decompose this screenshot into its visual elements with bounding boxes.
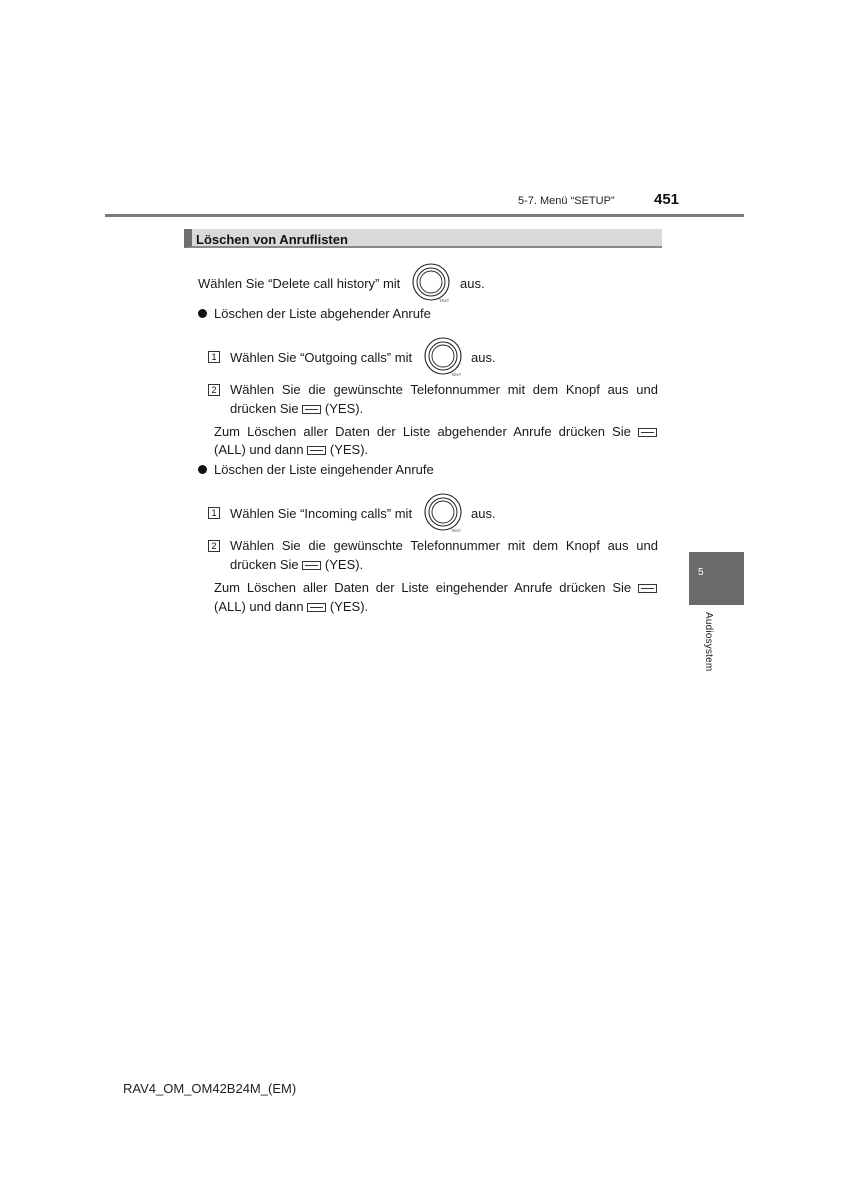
- page-title: Löschen von Anruflisten: [196, 232, 348, 247]
- svg-text:TEXT: TEXT: [451, 372, 462, 377]
- bullet-incoming: Löschen der Liste eingehender Anrufe: [214, 462, 434, 477]
- button-icon: [302, 561, 321, 570]
- chapter-label: Audiosystem: [703, 612, 714, 672]
- bullet-outgoing: Löschen der Liste abgehender Anrufe: [214, 306, 431, 321]
- step-number-box: 2: [208, 540, 220, 552]
- step-text-before: Wählen Sie “Incoming calls” mit: [230, 506, 413, 521]
- knob-icon: [423, 493, 463, 538]
- knob-icon: [411, 263, 451, 308]
- step-number-box: 1: [208, 351, 220, 363]
- step-text-after: aus.: [471, 506, 496, 521]
- button-icon: [638, 428, 657, 437]
- header-section-title: 5-7. Menü “SETUP”: [518, 195, 615, 207]
- knob-icon: [423, 337, 463, 382]
- step-text-after: aus.: [471, 350, 496, 365]
- step-number-box: 2: [208, 384, 220, 396]
- footer-code: RAV4_OM_OM42B24M_(EM): [123, 1081, 297, 1096]
- chapter-tab: [689, 552, 744, 605]
- note-line: (ALL) und dann (YES).: [214, 599, 369, 614]
- header-rule: [105, 214, 744, 217]
- button-icon: [638, 584, 657, 593]
- note-text: Zum Löschen aller Daten der Liste abgehender Anrufe drücken Sie: [214, 422, 657, 441]
- step-line: drücken Sie (YES).: [230, 401, 364, 416]
- button-icon: [307, 446, 326, 455]
- button-icon: [307, 603, 326, 612]
- svg-text:TEXT: TEXT: [451, 528, 462, 533]
- intro-text-before: Wählen Sie “Delete call history” mit: [198, 276, 401, 291]
- note-text: Zum Löschen aller Daten der Liste eingehender Anrufe drücken Sie: [214, 578, 657, 597]
- step-text: Wählen Sie die gewünschte Telefonnummer mit dem Knopf aus und: [230, 382, 658, 397]
- bullet-dot: [198, 465, 207, 474]
- intro-text-after: aus.: [460, 276, 485, 291]
- step-text-before: Wählen Sie “Outgoing calls” mit: [230, 350, 413, 365]
- button-icon: [302, 405, 321, 414]
- bullet-dot: [198, 309, 207, 318]
- note-line: (ALL) und dann (YES).: [214, 442, 369, 457]
- step-text: Wählen Sie die gewünschte Telefonnummer mit dem Knopf aus und: [230, 538, 658, 553]
- page-number: 451: [654, 191, 680, 208]
- chapter-number: 5: [698, 567, 704, 578]
- step-line: drücken Sie (YES).: [230, 557, 364, 572]
- step-number-box: 1: [208, 507, 220, 519]
- svg-text:TEXT: TEXT: [439, 298, 450, 303]
